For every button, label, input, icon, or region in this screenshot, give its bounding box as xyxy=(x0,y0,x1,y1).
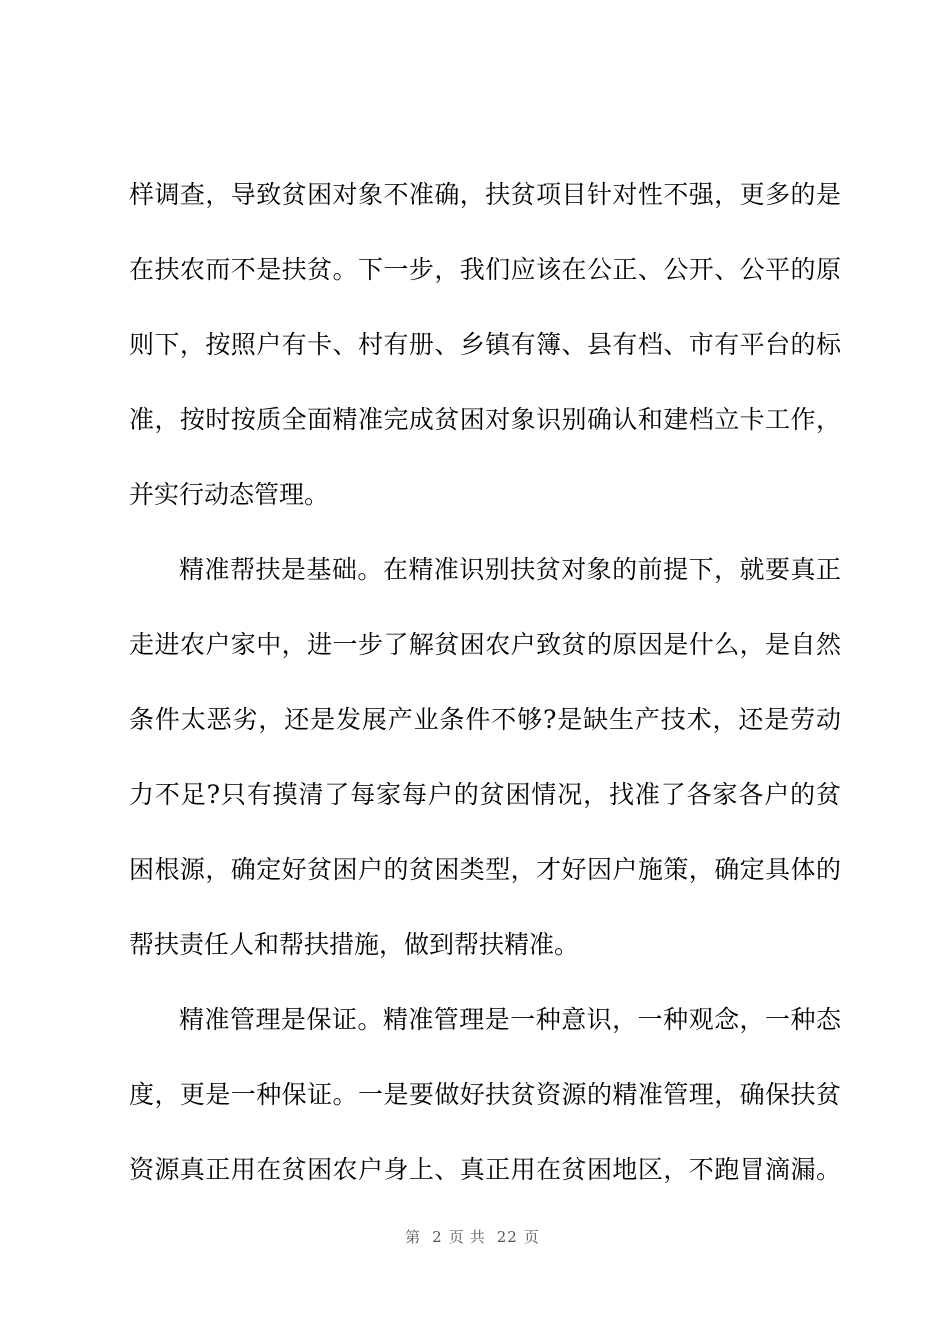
text-line: 困根源，确定好贫困户的贫困类型，才好因户施策，确定具体的 xyxy=(129,855,841,884)
text-line: 则下，按照户有卡、村有册、乡镇有簿、县有档、市有平台的标 xyxy=(129,330,841,359)
text-line: 力不足?只有摸清了每家每户的贫困情况，找准了各家各户的贫 xyxy=(129,780,841,809)
footer-page-number: 2 xyxy=(432,1228,443,1246)
footer-suffix: 页 xyxy=(523,1228,545,1246)
text-line: 度，更是一种保证。一是要做好扶贫资源的精准管理，确保扶贫 xyxy=(129,1080,841,1109)
footer-middle: 页共 xyxy=(448,1228,491,1246)
text-line: 并实行动态管理。 xyxy=(129,480,330,509)
text-line: 在扶农而不是扶贫。下一步，我们应该在公正、公开、公平的原 xyxy=(129,255,841,284)
text-line: 帮扶责任人和帮扶措施，做到帮扶精准。 xyxy=(129,930,580,959)
text-line: 样调查，导致贫困对象不准确，扶贫项目针对性不强，更多的是 xyxy=(129,180,841,209)
text-line: 资源真正用在贫困农户身上、真正用在贫困地区，不跑冒滴漏。 xyxy=(129,1155,841,1184)
text-line: 准，按时按质全面精准完成贫困对象识别确认和建档立卡工作， xyxy=(129,405,841,434)
footer-prefix: 第 xyxy=(405,1228,427,1246)
text-line: 条件太恶劣，还是发展产业条件不够?是缺生产技术，还是劳动 xyxy=(129,705,841,734)
footer-total-pages: 22 xyxy=(496,1228,518,1246)
body-text xyxy=(129,170,841,1220)
paragraph-first-line: 精准管理是保证。精准管理是一种意识，一种观念，一种态 xyxy=(179,1005,841,1034)
page-footer xyxy=(0,1226,950,1247)
text-line: 走进农户家中，进一步了解贫困农户致贫的原因是什么，是自然 xyxy=(129,630,841,659)
paragraph-first-line: 精准帮扶是基础。在精准识别扶贫对象的前提下，就要真正 xyxy=(179,555,841,584)
